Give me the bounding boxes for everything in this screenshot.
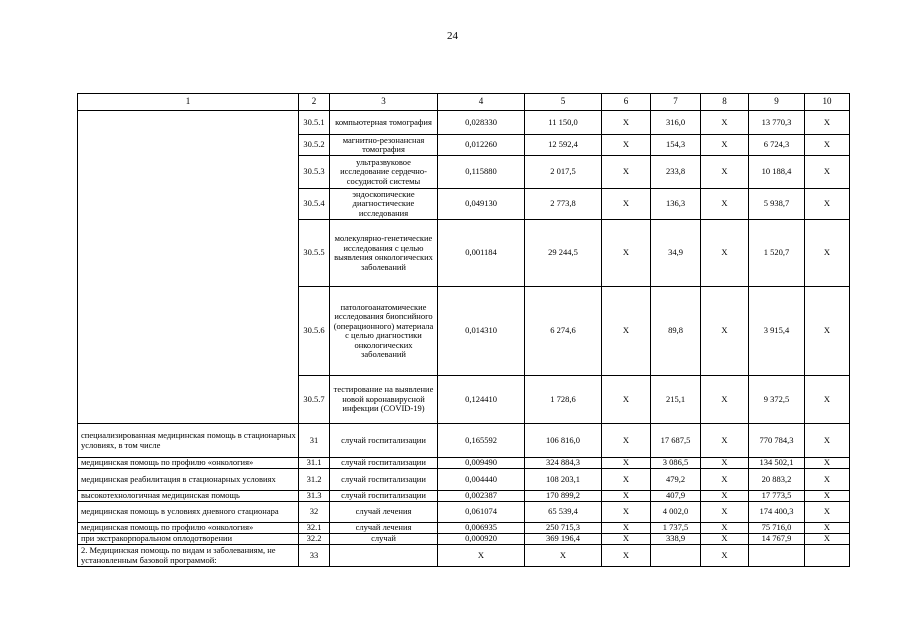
table-cell [651,545,701,567]
table-cell: 17 687,5 [651,424,701,458]
table-cell: 324 884,3 [525,458,602,469]
table-cell: X [602,135,651,156]
table-cell: 12 592,4 [525,135,602,156]
table-cell: 3 915,4 [749,287,805,376]
table-cell: случай госпитализации [330,491,438,502]
table-cell: 0,115880 [438,156,525,189]
table-cell: медицинская помощь по профилю «онкология» [78,523,299,534]
table-cell: X [602,491,651,502]
table-cell: 0,004440 [438,469,525,491]
table-cell: 0,124410 [438,376,525,424]
table-cell: 407,9 [651,491,701,502]
table-cell: X [805,424,850,458]
table-cell: молекулярно-генетические исследования с целью выявления онкологических заболеваний [330,220,438,287]
table-cell: 30.5.5 [299,220,330,287]
table-cell: 29 244,5 [525,220,602,287]
table-cell: X [805,156,850,189]
table-cell: X [701,458,749,469]
table-cell: 0,061074 [438,502,525,523]
table-cell: X [525,545,602,567]
tariff-table [77,93,850,567]
table-cell [330,545,438,567]
table-cell: 30.5.1 [299,111,330,135]
table-row [78,458,850,469]
table-cell: X [805,502,850,523]
table-cell: 108 203,1 [525,469,602,491]
table-cell: 32.2 [299,534,330,545]
table-cell: X [602,376,651,424]
header-cell: 3 [330,94,438,111]
table-cell: X [602,523,651,534]
table-cell: 479,2 [651,469,701,491]
empty-label-cell [78,111,299,424]
table-cell: 31 [299,424,330,458]
header-cell: 7 [651,94,701,111]
table-cell: X [602,220,651,287]
table-cell: X [701,469,749,491]
table-cell: случай [330,534,438,545]
table-cell: X [602,469,651,491]
header-cell: 1 [78,94,299,111]
table-cell: 0,000920 [438,534,525,545]
table-row [78,469,850,491]
table-cell: при экстракорпоральном оплодотворении [78,534,299,545]
table-cell: 32.1 [299,523,330,534]
table-cell: X [701,424,749,458]
table-cell: 369 196,4 [525,534,602,545]
table-row [78,424,850,458]
table-cell: X [602,111,651,135]
page-number: 24 [447,30,458,42]
table-cell: X [701,523,749,534]
table-cell: 170 899,2 [525,491,602,502]
header-cell: 4 [438,94,525,111]
table-cell: 11 150,0 [525,111,602,135]
table-cell: X [805,523,850,534]
table-cell: 4 002,0 [651,502,701,523]
table-cell: 65 539,4 [525,502,602,523]
table-cell: X [805,189,850,220]
table-cell: X [602,458,651,469]
table-cell: 1 728,6 [525,376,602,424]
table-cell: 14 767,9 [749,534,805,545]
table-cell: X [805,491,850,502]
table-cell: 75 716,0 [749,523,805,534]
table-cell: 106 816,0 [525,424,602,458]
header-cell: 10 [805,94,850,111]
table-cell: X [805,287,850,376]
table-cell: 0,012260 [438,135,525,156]
header-cell: 5 [525,94,602,111]
table-row [78,545,850,567]
table-cell: тестирование на выявление новой коронавирусной инфекции (COVID-19) [330,376,438,424]
table-cell: X [701,220,749,287]
table-cell: 0,165592 [438,424,525,458]
header-cell: 8 [701,94,749,111]
table-cell: 0,002387 [438,491,525,502]
table-cell: медицинская помощь по профилю «онкология» [78,458,299,469]
table-cell: специализированная медицинская помощь в стационарных условиях, в том числе [78,424,299,458]
table-cell: 32 [299,502,330,523]
table-cell: 215,1 [651,376,701,424]
table-cell: медицинская помощь в условиях дневного стационара [78,502,299,523]
table-row [78,534,850,545]
table-cell: случай госпитализации [330,469,438,491]
table-cell: 20 883,2 [749,469,805,491]
table-cell: 31.1 [299,458,330,469]
table-cell: случай госпитализации [330,458,438,469]
table-row [78,502,850,523]
table-cell: 0,009490 [438,458,525,469]
table-cell: 30.5.6 [299,287,330,376]
table-row [78,491,850,502]
table-cell: X [805,220,850,287]
table-cell: случай госпитализации [330,424,438,458]
table-cell: 0,006935 [438,523,525,534]
table-cell: 31.3 [299,491,330,502]
table-cell: X [701,156,749,189]
table-cell: X [701,111,749,135]
table-cell: 30.5.2 [299,135,330,156]
table-cell: случай лечения [330,502,438,523]
table-cell: патологоанатомические исследования биопсийного (операционного) материала с целью диагностики онкологических заболеваний [330,287,438,376]
table-cell: 0,028330 [438,111,525,135]
table-cell: 30.5.7 [299,376,330,424]
table-cell: X [805,534,850,545]
table-cell: X [805,135,850,156]
table-cell: 338,9 [651,534,701,545]
table-cell: X [438,545,525,567]
table-cell: X [602,545,651,567]
table-cell: X [701,534,749,545]
table-cell: 154,3 [651,135,701,156]
table-cell: X [805,458,850,469]
table-cell: X [602,287,651,376]
table-cell: X [701,287,749,376]
table-cell: X [602,534,651,545]
table-cell: 1 520,7 [749,220,805,287]
table-cell: магнитно-резонансная томография [330,135,438,156]
table-cell: случай лечения [330,523,438,534]
table-cell: X [602,156,651,189]
table-cell: X [701,376,749,424]
table-cell: 34,9 [651,220,701,287]
table-cell: 316,0 [651,111,701,135]
table-cell: 9 372,5 [749,376,805,424]
header-row [78,94,850,111]
table-row [78,111,850,135]
table-cell: 2. Медицинская помощь по видам и заболеваниям, не установленным базовой программой: [78,545,299,567]
table-cell: 0,014310 [438,287,525,376]
table-cell: 233,8 [651,156,701,189]
table-cell: 31.2 [299,469,330,491]
table-cell: 2 017,5 [525,156,602,189]
table-cell: 5 938,7 [749,189,805,220]
table-cell: 33 [299,545,330,567]
table-cell: 6 274,6 [525,287,602,376]
table-cell: X [701,491,749,502]
table-cell: X [701,502,749,523]
table-cell: 30.5.4 [299,189,330,220]
table-cell: X [701,545,749,567]
table-cell: X [602,189,651,220]
table-cell: 13 770,3 [749,111,805,135]
table-body [78,94,850,567]
table-cell: 17 773,5 [749,491,805,502]
table-cell [749,545,805,567]
table-cell: 10 188,4 [749,156,805,189]
table-cell: X [602,424,651,458]
table-cell: 770 784,3 [749,424,805,458]
header-cell: 6 [602,94,651,111]
table-cell: 0,001184 [438,220,525,287]
table-cell: 0,049130 [438,189,525,220]
table-cell: 174 400,3 [749,502,805,523]
table-cell: X [805,111,850,135]
table-row [78,523,850,534]
table-cell: ультразвуковое исследование сердечно-сосудистой системы [330,156,438,189]
table-cell: X [805,376,850,424]
header-cell: 9 [749,94,805,111]
table-cell: эндоскопические диагностические исследования [330,189,438,220]
table-cell: 2 773,8 [525,189,602,220]
table-cell: 30.5.3 [299,156,330,189]
table-cell: X [701,135,749,156]
table-cell: высокотехнологичная медицинская помощь [78,491,299,502]
table-cell: 89,8 [651,287,701,376]
table-cell: медицинская реабилитация в стационарных условиях [78,469,299,491]
table-cell: компьютерная томография [330,111,438,135]
table-cell: 134 502,1 [749,458,805,469]
table-cell: X [805,469,850,491]
table-cell: 6 724,3 [749,135,805,156]
table-cell: 3 086,5 [651,458,701,469]
table-cell: X [602,502,651,523]
header-cell: 2 [299,94,330,111]
table-cell: X [701,189,749,220]
table-cell [805,545,850,567]
table-cell: 1 737,5 [651,523,701,534]
table-cell: 250 715,3 [525,523,602,534]
table-cell: 136,3 [651,189,701,220]
